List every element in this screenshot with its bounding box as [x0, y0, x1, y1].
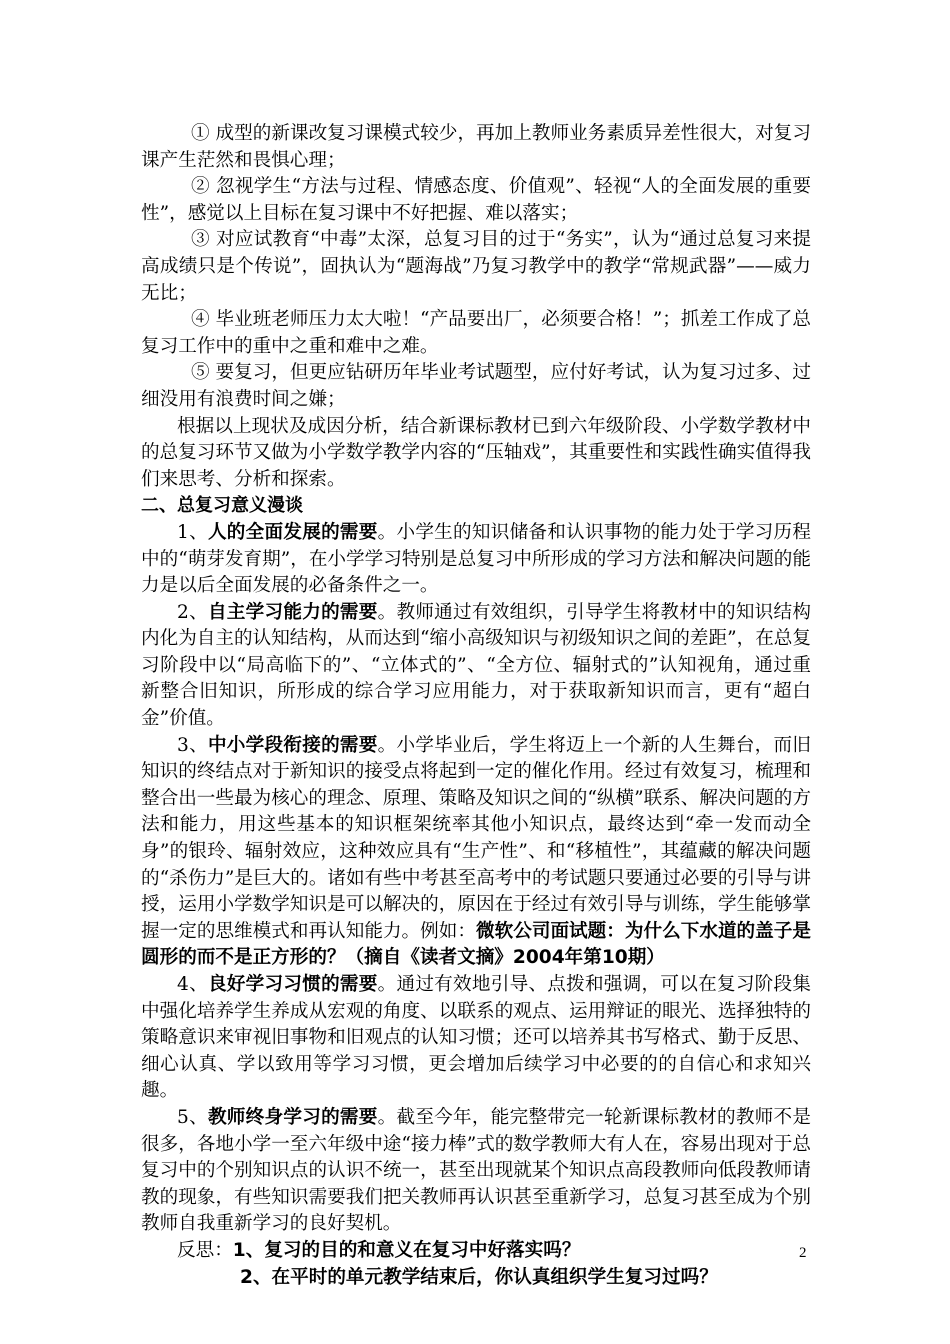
issue-item-3: ③ 对应试教育“中毒”太深，总复习目的过于“务实”，认为“通过总复习来提高成绩只是个传说”，固执认为“题海战”乃复习教学中的教学“常规武器”——威力无比； [141, 229, 811, 304]
point-title: 中小学段衔接的需要 [207, 734, 378, 756]
point-title: 教师终身学习的需要 [207, 1106, 378, 1128]
point-title: 良好学习习惯的需要 [207, 974, 378, 995]
point-body: 。截至今年，能完整带完一轮新课标教材的教师不是很多，各地小学一至六年级中途“接力棒”式的数学教师大有人在，容易出现对于总复习中的个别知识点的认识不统一，甚至出现就某个知识点高段教师向低段教师请教的现象，有些知识需要我们把关教师再认识甚至重新学习，总复习甚至成为个别教师自我重新学习的良好契机。 [141, 1106, 811, 1235]
point-body: 。小学毕业后，学生将迈上一个新的人生舞台，而旧知识的终结点对于新知识的接受点将起到一定的催化作用。经过有效复习，梳理和整合出一些最为核心的理念、原理、策略及知识之间的“纵横”联系、解决问题的方法和能力，用这些基本的知识框架统率其他小知识点，最终达到“牵一发而动全身”的银玲、辐射效应，这种效应具有“生产性”、和“移植性”，其蕴藏的解决问题的“杀伤力”是巨大的。诸如有些中考甚至高考中的考试题只要通过必要的引导与讲授，运用小学数学知识是可以解决的，原因在于经过有效引导与训练，学生能够掌握一定的思维模式和再认知能力。例如： [141, 734, 811, 942]
reflection-line-2 [141, 1265, 811, 1292]
page-number: 2 [799, 1245, 807, 1261]
reflection-question-1: 1、复习的目的和意义在复习中好落实吗？ [232, 1239, 581, 1261]
example-question: 微软公司面试题：为什么下水道的盖子是圆形的而不是正方形的？（摘自《读者文摘》2004年第10期） [141, 920, 811, 969]
point-body: 。教师通过有效组织，引导学生将教材中的知识结构内化为自主的认知结构，从而达到“缩小高级知识与初级知识之间的差距”，在总复习阶段中以“局高临下的”、“立体式的”、“全方位、辐射式的”认知视角，通过重新整合旧知识，所形成的综合学习应用能力，对于获取新知识而言，更有“超白金”价值。 [141, 601, 811, 730]
reflection-question-2: 2、在平时的单元教学结束后，你认真组织学生复习过吗？ [240, 1266, 718, 1288]
point-title: 自主学习能力的需要 [207, 601, 378, 623]
issue-item-5: ⑤ 要复习，但更应钻研历年毕业考试题型，应付好考试，认为复习过多、过细没用有浪费时间之嫌； [141, 362, 811, 410]
document-page [141, 121, 811, 1291]
point-paragraph-5 [141, 1105, 811, 1238]
point-number: 2、 [177, 601, 208, 623]
issue-item-1: ① 成型的新课改复习课模式较少，再加上教师业务素质异差性很大，对复习课产生茫然和畏惧心理； [141, 123, 811, 171]
point-paragraph-2 [141, 600, 811, 733]
point-number: 5、 [177, 1106, 208, 1128]
summary-paragraph: 根据以上现状及成因分析，结合新课标教材已到六年级阶段、小学数学教材中的总复习环节又做为小学数学教学内容的“压轴戏”，其重要性和实践性确实值得我们来思考、分析和探索。 [141, 415, 811, 490]
point-paragraph-4 [141, 972, 811, 1105]
point-number: 1、 [177, 521, 208, 543]
reflection-label: 反思： [177, 1239, 233, 1261]
point-paragraph-3 [141, 733, 811, 972]
issue-item-4: ④ 毕业班老师压力太大啦！“产品要出厂，必须要合格！”；抓差工作成了总复习工作中的重中之重和难中之难。 [141, 309, 811, 357]
point-number: 3、 [177, 734, 208, 756]
point-title: 人的全面发展的需要 [207, 521, 378, 543]
point-paragraph-1 [141, 520, 811, 600]
section-heading: 二、总复习意义漫谈 [141, 495, 303, 517]
point-number: 4、 [177, 974, 208, 995]
point-body: 。小学生的知识储备和认识事物的能力处于学习历程中的“萌芽发育期”，在小学学习特别是总复习中所形成的学习方法和解决问题的能力是以后全面发展的必备条件之一。 [141, 521, 811, 597]
reflection-line-1 [141, 1238, 811, 1265]
issue-item-2: ② 忽视学生“方法与过程、情感态度、价值观”、轻视“人的全面发展的重要性”，感觉以上目标在复习课中不好把握、难以落实； [141, 176, 811, 224]
point-body: 。通过有效地引导、点拨和强调，可以在复习阶段集中强化培养学生养成从宏观的角度、以联系的观点、运用辩证的眼光、选择独特的策略意识来审视旧事物和旧观点的认知习惯；还可以培养其书写格式、勤于反思、细心认真、学以致用等学习习惯，更会增加后续学习中必要的的自信心和求知兴趣。 [141, 974, 811, 1102]
